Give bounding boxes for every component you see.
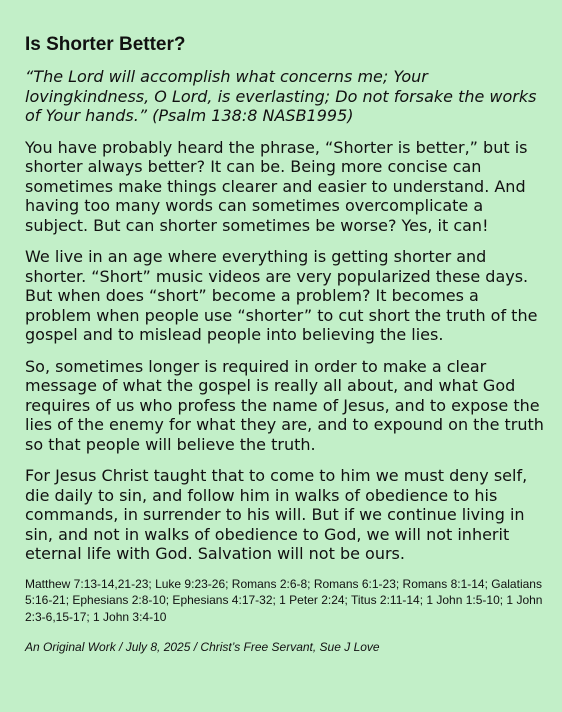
scripture-quote: “The Lord will accomplish what concerns me; Your lovingkindness, O Lord, is everlasting; Do not forsake the works of Your hands.” (Psalm 138:8 NASB1995) — [25, 67, 537, 125]
paragraph-2: We live in an age where everything is getting shorter and shorter. “Short” music videos are very popularized these days. But when does “short” become a problem? It becomes a problem when people use “shorter” to cut short the truth of the gospel and to mislead people into believing the lies. — [25, 247, 538, 344]
page-title: Is Shorter Better? — [25, 34, 186, 55]
author-footer: An Original Work / July 8, 2025 / Christ’s Free Servant, Sue J Love — [25, 640, 380, 654]
paragraph-4: For Jesus Christ taught that to come to him we must deny self, die daily to sin, and follow him in walks of obedience to his commands, in surrender to his will. But if we continue living in sin, and not in walks of obedience to God, we will not inherit eternal life with God. Salvation will not be ours. — [25, 466, 528, 563]
paragraph-1: You have probably heard the phrase, “Shorter is better,” but is shorter always better? It can be. Being more concise can sometimes make things clearer and easier to understand. And having too many words can sometimes overcomplicate a subject. But can shorter sometimes be worse? Yes, it can! — [25, 137, 528, 235]
paragraph-3: So, sometimes longer is required in order to make a clear message of what the gospel is really all about, and what God requires of us who profess the name of Jesus, and to expose the lies of the enemy for what they are, and to expound on the truth so that people will believe the truth. — [25, 356, 544, 454]
scripture-references: Matthew 7:13-14,21-23; Luke 9:23-26; Romans 2:6-8; Romans 6:1-23; Romans 8:1-14; Galatians 5:16-21; Ephesians 2:8-10; Ephesians 4:17-32; 1 Peter 2:24; Titus 2:11-14; 1 John 1:5-10; 1 John 2:3-6,15-17; 1 John 3:4-10 — [25, 576, 543, 624]
